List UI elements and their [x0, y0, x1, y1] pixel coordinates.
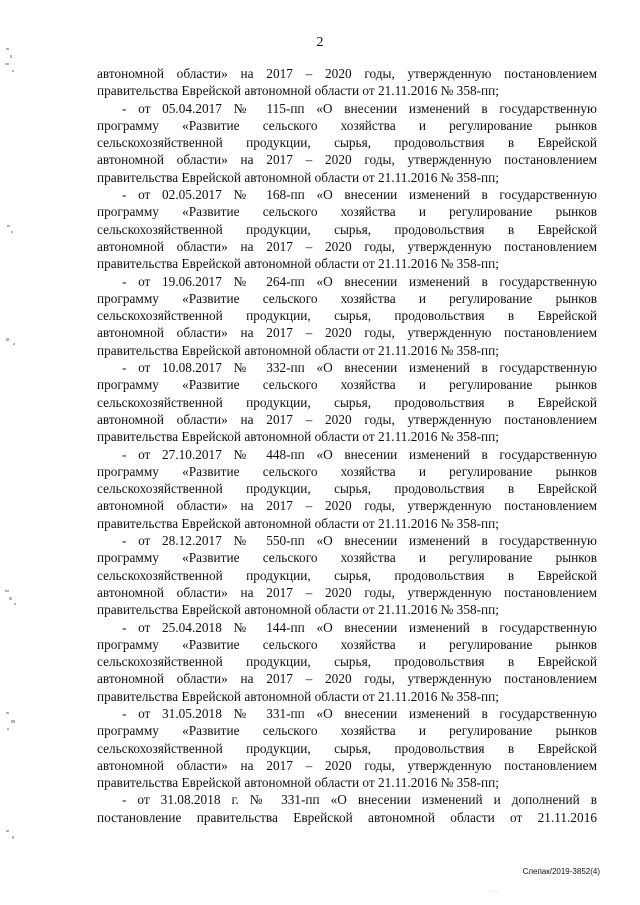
text-line: правительства Еврейской автономной области от 21.11.2016 № 358-пп; [97, 256, 499, 272]
text-line: программу «Развитие сельского хозяйства и регулирование рынков [97, 117, 597, 133]
text-line: постановление правительства Еврейской автономной области от 21.11.2016 [97, 809, 597, 825]
text-line: - от 27.10.2017 № 448-пп «О внесении изменений в государственную [122, 446, 597, 462]
scan-specks: · · · [488, 888, 499, 895]
text-line: сельскохозяйственной продукции, сырья, продовольствия в Еврейской [97, 135, 597, 151]
text-line: сельскохозяйственной продукции, сырья, продовольствия в Еврейской [97, 481, 597, 497]
text-line: правительства Еврейской автономной области от 21.11.2016 № 358-пп; [97, 83, 499, 99]
text-line: правительства Еврейской автономной области от 21.11.2016 № 358-пп; [97, 515, 499, 531]
text-line: - от 19.06.2017 № 264-пп «О внесении изменений в государственную [122, 273, 597, 289]
text-line: автономной области» на 2017 – 2020 годы, утвержденную постановлением [97, 325, 597, 341]
text-line: - от 25.04.2018 № 144-пп «О внесении изменений в государственную [122, 619, 597, 635]
scan-margin-noise [0, 0, 30, 905]
text-line: правительства Еврейской автономной области от 21.11.2016 № 358-пп; [97, 775, 499, 791]
text-line: программу «Развитие сельского хозяйства и регулирование рынков [97, 636, 597, 652]
text-line: автономной области» на 2017 – 2020 годы, утвержденную постановлением [97, 584, 597, 600]
page-number: 2 [316, 35, 324, 50]
text-line: сельскохозяйственной продукции, сырья, продовольствия в Еврейской [97, 394, 597, 410]
text-line: автономной области» на 2017 – 2020 годы, утвержденную постановлением [97, 66, 597, 81]
text-line: правительства Еврейской автономной области от 21.11.2016 № 358-пп; [97, 342, 499, 358]
text-line: - от 28.12.2017 № 550-пп «О внесении изменений в государственную [122, 533, 597, 549]
text-line: сельскохозяйственной продукции, сырья, продовольствия в Еврейской [97, 654, 597, 670]
text-line: автономной области» на 2017 – 2020 годы, утвержденную постановлением [97, 152, 597, 168]
document-body [97, 65, 597, 826]
text-line: правительства Еврейской автономной области от 21.11.2016 № 358-пп; [97, 602, 499, 618]
text-line: сельскохозяйственной продукции, сырья, продовольствия в Еврейской [97, 308, 597, 324]
text-line: - от 05.04.2017 № 115-пп «О внесении изменений в государственную [122, 100, 597, 116]
text-line: автономной области» на 2017 – 2020 годы, утвержденную постановлением [97, 498, 597, 514]
text-line: сельскохозяйственной продукции, сырья, продовольствия в Еврейской [97, 740, 597, 756]
text-line: программу «Развитие сельского хозяйства и регулирование рынков [97, 290, 597, 306]
text-line: программу «Развитие сельского хозяйства и регулирование рынков [97, 463, 597, 479]
text-line: автономной области» на 2017 – 2020 годы, утвержденную постановлением [97, 411, 597, 427]
text-line: - от 31.05.2018 № 331-пп «О внесении изменений в государственную [122, 705, 597, 721]
text-line: программу «Развитие сельского хозяйства и регулирование рынков [97, 204, 597, 220]
text-line: правительства Еврейской автономной области от 21.11.2016 № 358-пп; [97, 169, 499, 185]
text-line: автономной области» на 2017 – 2020 годы, утвержденную постановлением [97, 238, 597, 254]
text-line: правительства Еврейской автономной области от 21.11.2016 № 358-пп; [97, 429, 499, 445]
document-reference-code: Слепак/2019-3852(4) [522, 867, 600, 876]
text-line: программу «Развитие сельского хозяйства и регулирование рынков [97, 550, 597, 566]
text-line: - от 02.05.2017 № 168-пп «О внесении изменений в государственную [122, 187, 597, 203]
text-line: - от 10.08.2017 № 332-пп «О внесении изменений в государственную [122, 360, 597, 376]
text-line: автономной области» на 2017 – 2020 годы, утвержденную постановлением [97, 757, 597, 773]
text-line: сельскохозяйственной продукции, сырья, продовольствия в Еврейской [97, 221, 597, 237]
text-line: автономной области» на 2017 – 2020 годы, утвержденную постановлением [97, 671, 597, 687]
text-line: правительства Еврейской автономной области от 21.11.2016 № 358-пп; [97, 688, 499, 704]
text-line: - от 31.08.2018 г. № 331-пп «О внесении изменений и дополнений в [122, 792, 597, 808]
text-line: программу «Развитие сельского хозяйства и регулирование рынков [97, 377, 597, 393]
text-line: сельскохозяйственной продукции, сырья, продовольствия в Еврейской [97, 567, 597, 583]
text-line: программу «Развитие сельского хозяйства и регулирование рынков [97, 723, 597, 739]
